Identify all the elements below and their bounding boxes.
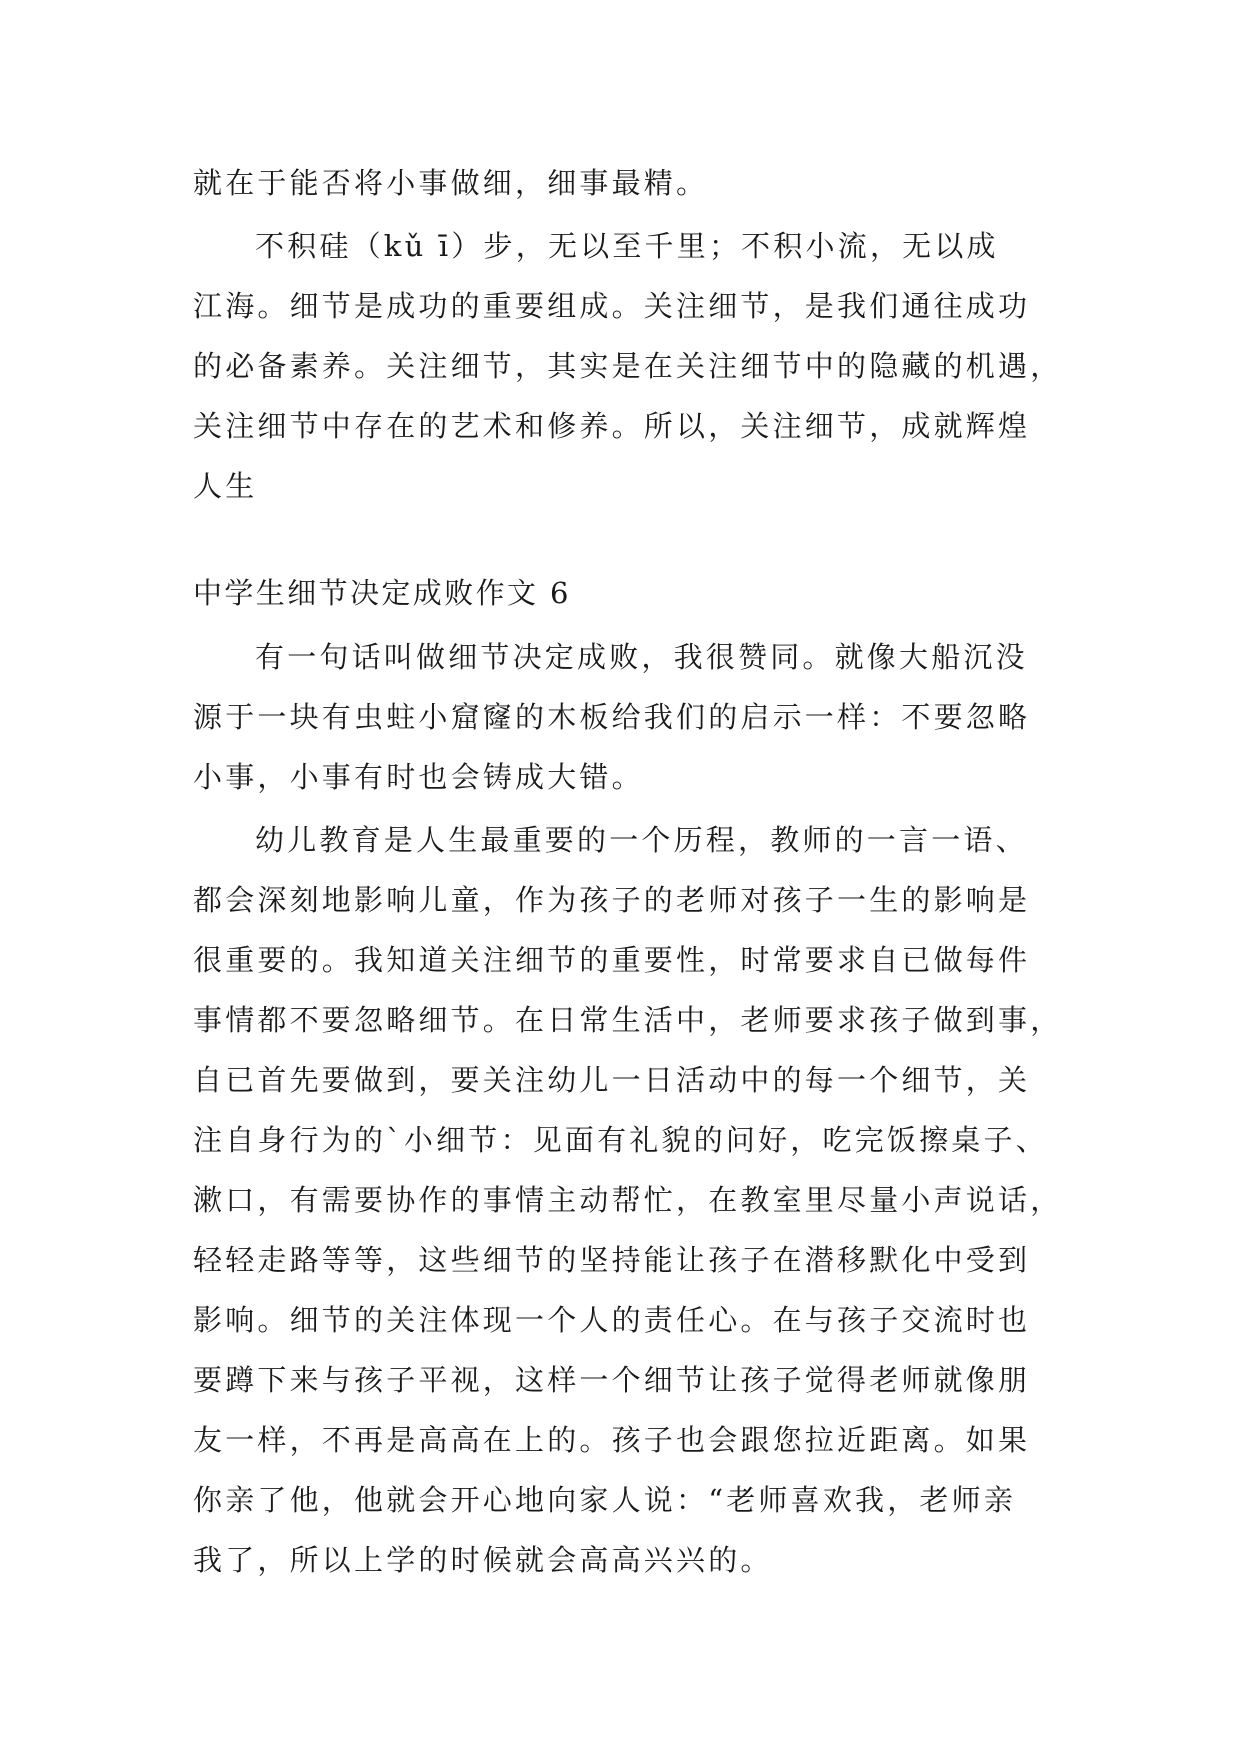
text-line: 影响。细节的关注体现一个人的责任心。在与孩子交流时也 bbox=[193, 1303, 1031, 1337]
text-line: 江海。细节是成功的重要组成。关注细节，是我们通往成功 bbox=[193, 289, 1031, 323]
text-line: 的必备素养。关注细节，其实是在关注细节中的隐藏的机遇， bbox=[193, 349, 1063, 383]
text-line: 人生 bbox=[193, 469, 258, 503]
text-line: 你亲了他，他就会开心地向家人说：“老师喜欢我，老师亲 bbox=[193, 1483, 1017, 1517]
text-line: 事情都不要忽略细节。在日常生活中，老师要求孩子做到事， bbox=[193, 1003, 1063, 1037]
text-line: 不积硅（kǔ ī）步，无以至千里；不积小流，无以成 bbox=[255, 229, 999, 263]
text-line: 就在于能否将小事做细，细事最精。 bbox=[193, 166, 709, 200]
essay-title: 中学生细节决定成败作文 6 bbox=[193, 576, 571, 610]
text-line: 友一样，不再是高高在上的。孩子也会跟您拉近距离。如果 bbox=[193, 1423, 1031, 1457]
text-line: 都会深刻地影响儿童，作为孩子的老师对孩子一生的影响是 bbox=[193, 883, 1031, 917]
text-line: 注自身行为的`小细节：见面有礼貌的问好，吃完饭擦桌子、 bbox=[193, 1123, 1048, 1157]
text-line: 要蹲下来与孩子平视，这样一个细节让孩子觉得老师就像朋 bbox=[193, 1363, 1031, 1397]
text-line: 有一句话叫做细节决定成败，我很赞同。就像大船沉没 bbox=[255, 640, 1028, 674]
text-line: 小事，小事有时也会铸成大错。 bbox=[193, 760, 644, 794]
text-line: 自已首先要做到，要关注幼儿一日活动中的每一个细节，关 bbox=[193, 1063, 1031, 1097]
text-line: 漱口，有需要协作的事情主动帮忙，在教室里尽量小声说话， bbox=[193, 1183, 1063, 1217]
text-line: 关注细节中存在的艺术和修养。所以，关注细节，成就辉煌 bbox=[193, 409, 1031, 443]
text-line: 幼儿教育是人生最重要的一个历程，教师的一言一语、 bbox=[255, 823, 1028, 857]
text-line: 我了，所以上学的时候就会高高兴兴的。 bbox=[193, 1543, 773, 1577]
text-line: 很重要的。我知道关注细节的重要性，时常要求自已做每件 bbox=[193, 943, 1031, 977]
text-line: 源于一块有虫蛀小窟窿的木板给我们的启示一样：不要忽略 bbox=[193, 700, 1031, 734]
text-line: 轻轻走路等等，这些细节的坚持能让孩子在潜移默化中受到 bbox=[193, 1243, 1031, 1277]
